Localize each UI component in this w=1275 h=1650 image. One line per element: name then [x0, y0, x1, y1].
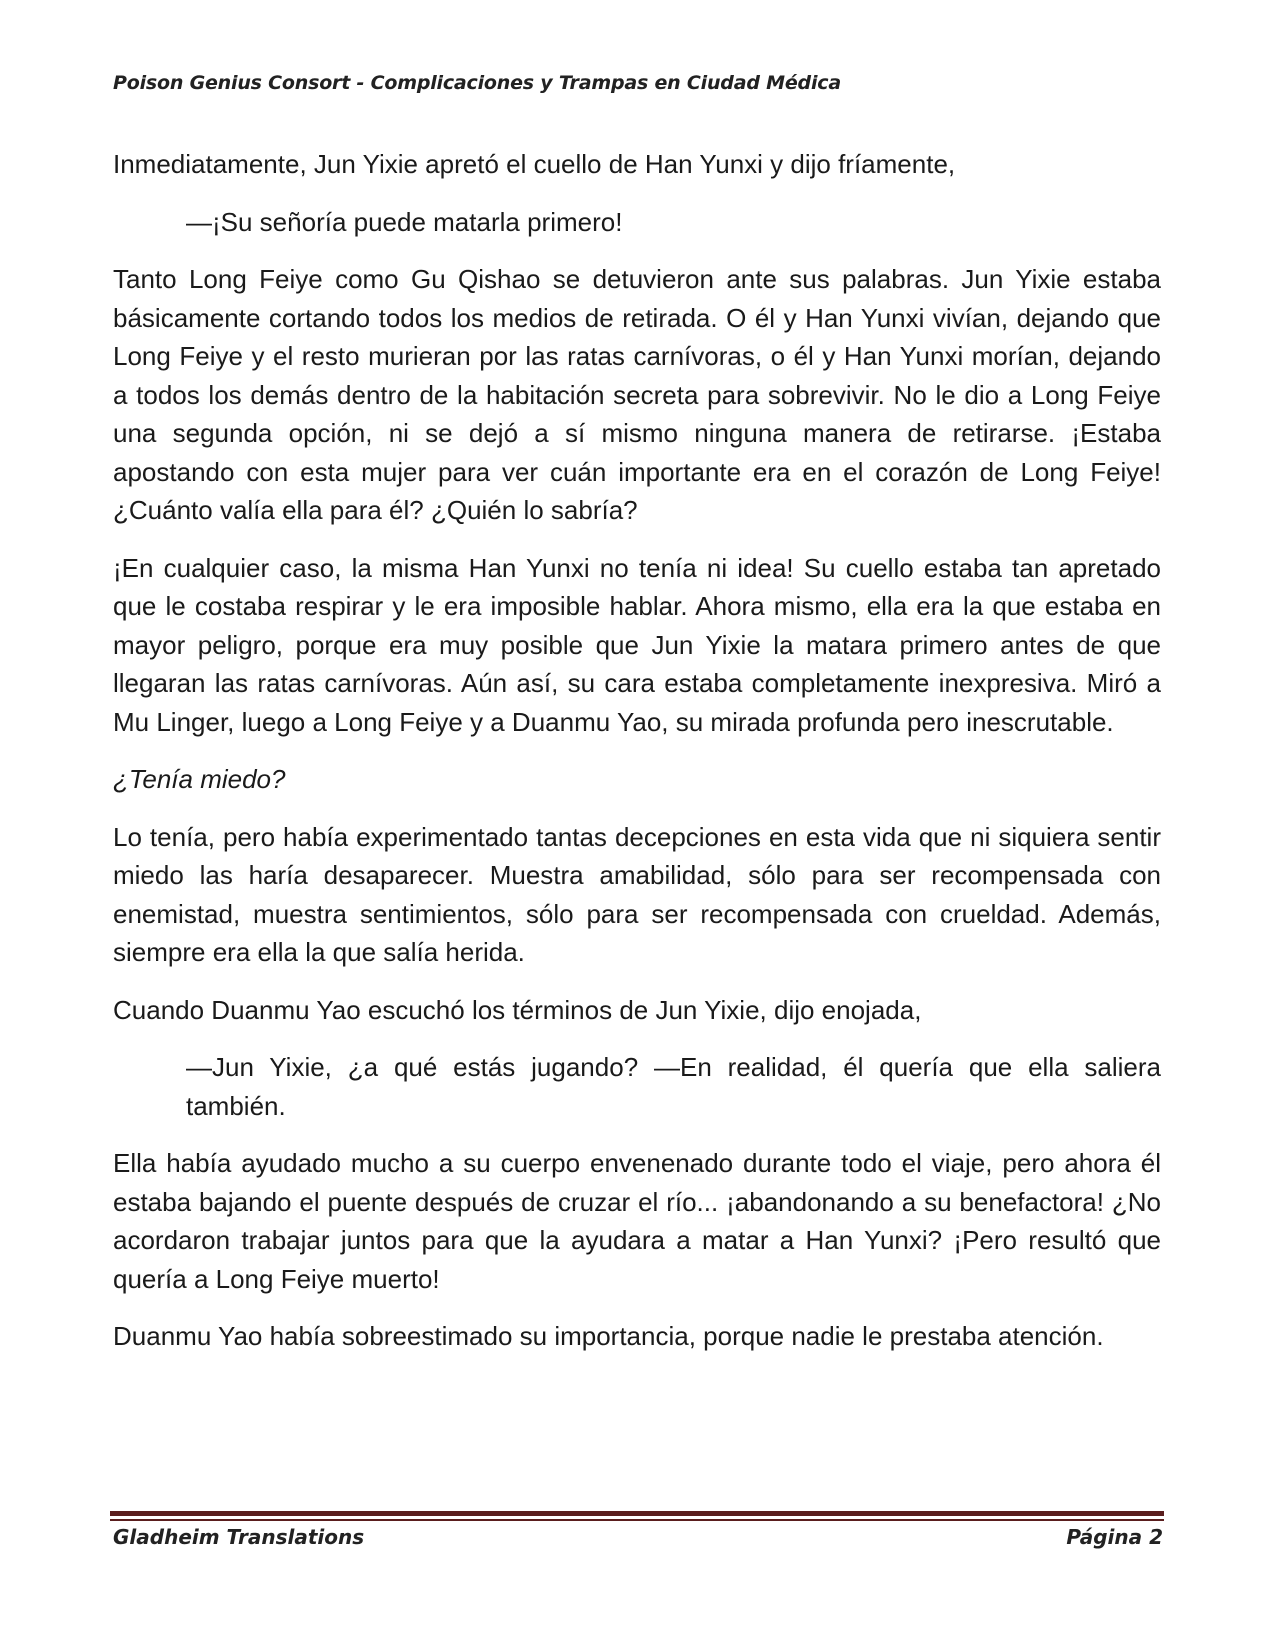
- footer-translator: Gladheim Translations: [113, 1525, 365, 1549]
- running-header: Poison Genius Consort - Complicaciones y Trampas en Ciudad Médica: [113, 72, 841, 94]
- footer-divider-thick: [110, 1511, 1164, 1516]
- paragraph: Inmediatamente, Jun Yixie apretó el cuello de Han Yunxi y dijo fríamente,: [113, 149, 956, 179]
- footer-page-number: Página 2: [1066, 1525, 1163, 1549]
- dialogue-paragraph: —¡Su señoría puede matarla primero!: [186, 206, 623, 237]
- body-text: [113, 145, 1161, 1375]
- paragraph: Tanto Long Feiye como Gu Qishao se detuvieron ante sus palabras. Jun Yixie estaba básicamente cortando todos los medios de retirada. O él y Han Yunxi vivían, dejando que Long Feiye y el resto murieran por las ratas carnívoras, o él y Han Yunxi morían, dejando a todos los demás dentro de la habitación secreta para sobrevivir. No le dio a Long Feiye una segunda opción, ni se dejó a sí mismo ninguna manera de retirarse. ¡Estaba apostando con esta mujer para ver cuán importante era en el corazón de Long Feiye! ¿Cuánto valía ella para él? ¿Quién lo sabría?: [113, 264, 1161, 525]
- paragraph: Duanmu Yao había sobreestimado su importancia, porque nadie le prestaba atención.: [113, 1321, 1104, 1351]
- paragraph: ¡En cualquier caso, la misma Han Yunxi no tenía ni idea! Su cuello estaba tan apretado que le costaba respirar y le era imposible hablar. Ahora mismo, ella era la que estaba en mayor peligro, porque era muy posible que Jun Yixie la matara primero antes de que llegaran las ratas carnívoras. Aún así, su cara estaba completamente inexpresiva. Miró a Mu Linger, luego a Long Feiye y a Duanmu Yao, su mirada profunda pero inescrutable.: [113, 552, 1161, 737]
- footer-divider-thin: [110, 1519, 1164, 1521]
- paragraph: Ella había ayudado mucho a su cuerpo envenenado durante todo el viaje, pero ahora él estaba bajando el puente después de cruzar el río... ¡abandonando a su benefactora! ¿No acordaron trabajar juntos para que la ayudara a matar a Han Yunxi? ¡Pero resultó que quería a Long Feiye muerto!: [113, 1148, 1161, 1294]
- italic-paragraph: ¿Tenía miedo?: [113, 764, 286, 794]
- dialogue-paragraph: —Jun Yixie, ¿a qué estás jugando? —En realidad, él quería que ella saliera también.: [186, 1052, 1161, 1121]
- paragraph: Lo tenía, pero había experimentado tantas decepciones en esta vida que ni siquiera sentir miedo las haría desaparecer. Muestra amabilidad, sólo para ser recompensada con enemistad, muestra sentimientos, sólo para ser recompensada con crueldad. Además, siempre era ella la que salía herida.: [113, 821, 1161, 967]
- paragraph: Cuando Duanmu Yao escuchó los términos de Jun Yixie, dijo enojada,: [113, 994, 922, 1025]
